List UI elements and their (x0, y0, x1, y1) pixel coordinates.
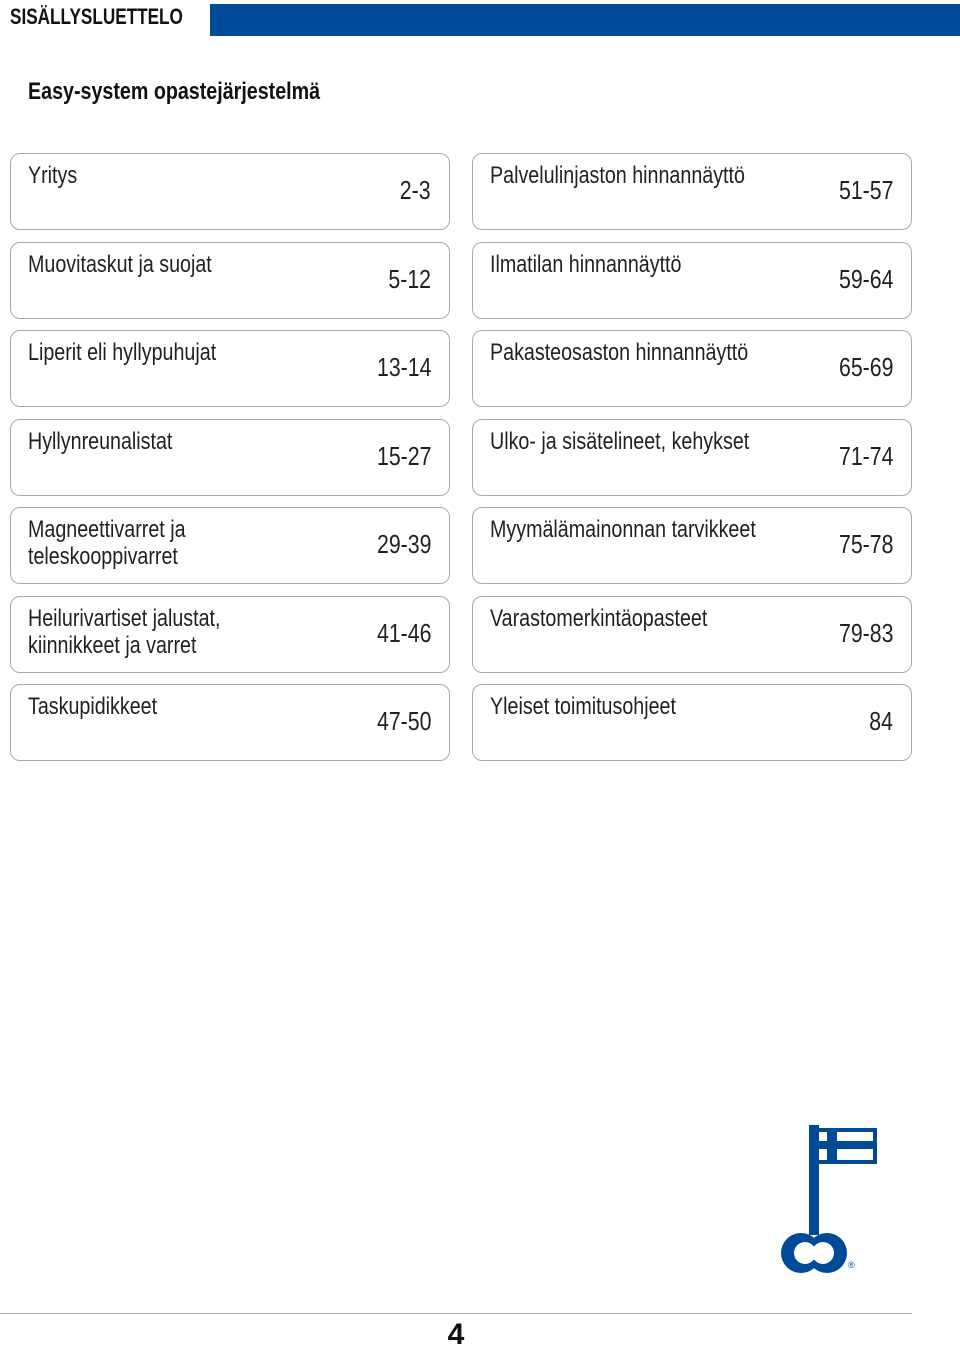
key-flag-logo-icon (775, 1123, 880, 1278)
toc-entry[interactable] (472, 684, 912, 761)
footer-divider (0, 1313, 912, 1314)
toc-entry-label: Palvelulinjaston hinnannäyttö (490, 162, 745, 189)
toc-entry-pages: 75-78 (838, 529, 893, 559)
toc-entry[interactable] (10, 507, 450, 584)
toc-entry-pages: 15-27 (376, 441, 431, 471)
toc-entry[interactable] (10, 153, 450, 230)
toc-entry[interactable] (10, 419, 450, 496)
toc-entry-label: Ilmatilan hinnannäyttö (490, 251, 682, 278)
toc-entry-label: Ulko- ja sisätelineet, kehykset (490, 428, 750, 455)
header-title: SISÄLLYSLUETTELO (10, 4, 183, 29)
toc-entry[interactable] (472, 596, 912, 673)
registered-mark: ® (848, 1260, 855, 1270)
page-number: 4 (447, 1318, 465, 1350)
toc-entry-pages: 65-69 (838, 352, 893, 382)
toc-entry-pages: 5-12 (388, 264, 431, 294)
toc-entry-pages: 29-39 (376, 529, 431, 559)
toc-entry-label: Myymälämainonnan tarvikkeet (490, 516, 756, 543)
toc-entry[interactable] (10, 684, 450, 761)
toc-entry-label: Magneettivarret ja teleskooppivarret (28, 516, 186, 570)
toc-entry[interactable] (10, 242, 450, 319)
toc-entry-label: Yritys (28, 162, 78, 189)
toc-entry-label: Varastomerkintäopasteet (490, 605, 708, 632)
toc-entry[interactable] (10, 596, 450, 673)
toc-entry-pages: 13-14 (376, 352, 431, 382)
toc-entry-pages: 84 (869, 706, 893, 736)
toc-entry[interactable] (10, 330, 450, 407)
toc-entry-pages: 2-3 (400, 175, 431, 205)
toc-entry-pages: 41-46 (376, 618, 431, 648)
toc-entry-label: Muovitaskut ja suojat (28, 251, 212, 278)
toc-entry[interactable] (472, 242, 912, 319)
toc-entry-label: Taskupidikkeet (28, 693, 158, 720)
toc-entry-label: Heilurivartiset jalustat, kiinnikkeet ja varret (28, 605, 221, 659)
toc-entry-label: Hyllynreunalistat (28, 428, 173, 455)
toc-entry-label: Pakasteosaston hinnannäyttö (490, 339, 749, 366)
toc-entry[interactable] (472, 153, 912, 230)
toc-entry-label: Liperit eli hyllypuhujat (28, 339, 217, 366)
toc-entry[interactable] (472, 330, 912, 407)
toc-entry-pages: 47-50 (376, 706, 431, 736)
toc-entry-pages: 59-64 (838, 264, 893, 294)
toc-entry[interactable] (472, 419, 912, 496)
page-header (0, 0, 960, 40)
toc-entry-label: Yleiset toimitusohjeet (490, 693, 676, 720)
toc-entry-pages: 71-74 (838, 441, 893, 471)
header-accent-bar (210, 4, 960, 36)
toc-entry-pages: 79-83 (838, 618, 893, 648)
toc-entry[interactable] (472, 507, 912, 584)
section-subtitle: Easy-system opastejärjestelmä (28, 78, 321, 105)
toc-entry-pages: 51-57 (838, 175, 893, 205)
